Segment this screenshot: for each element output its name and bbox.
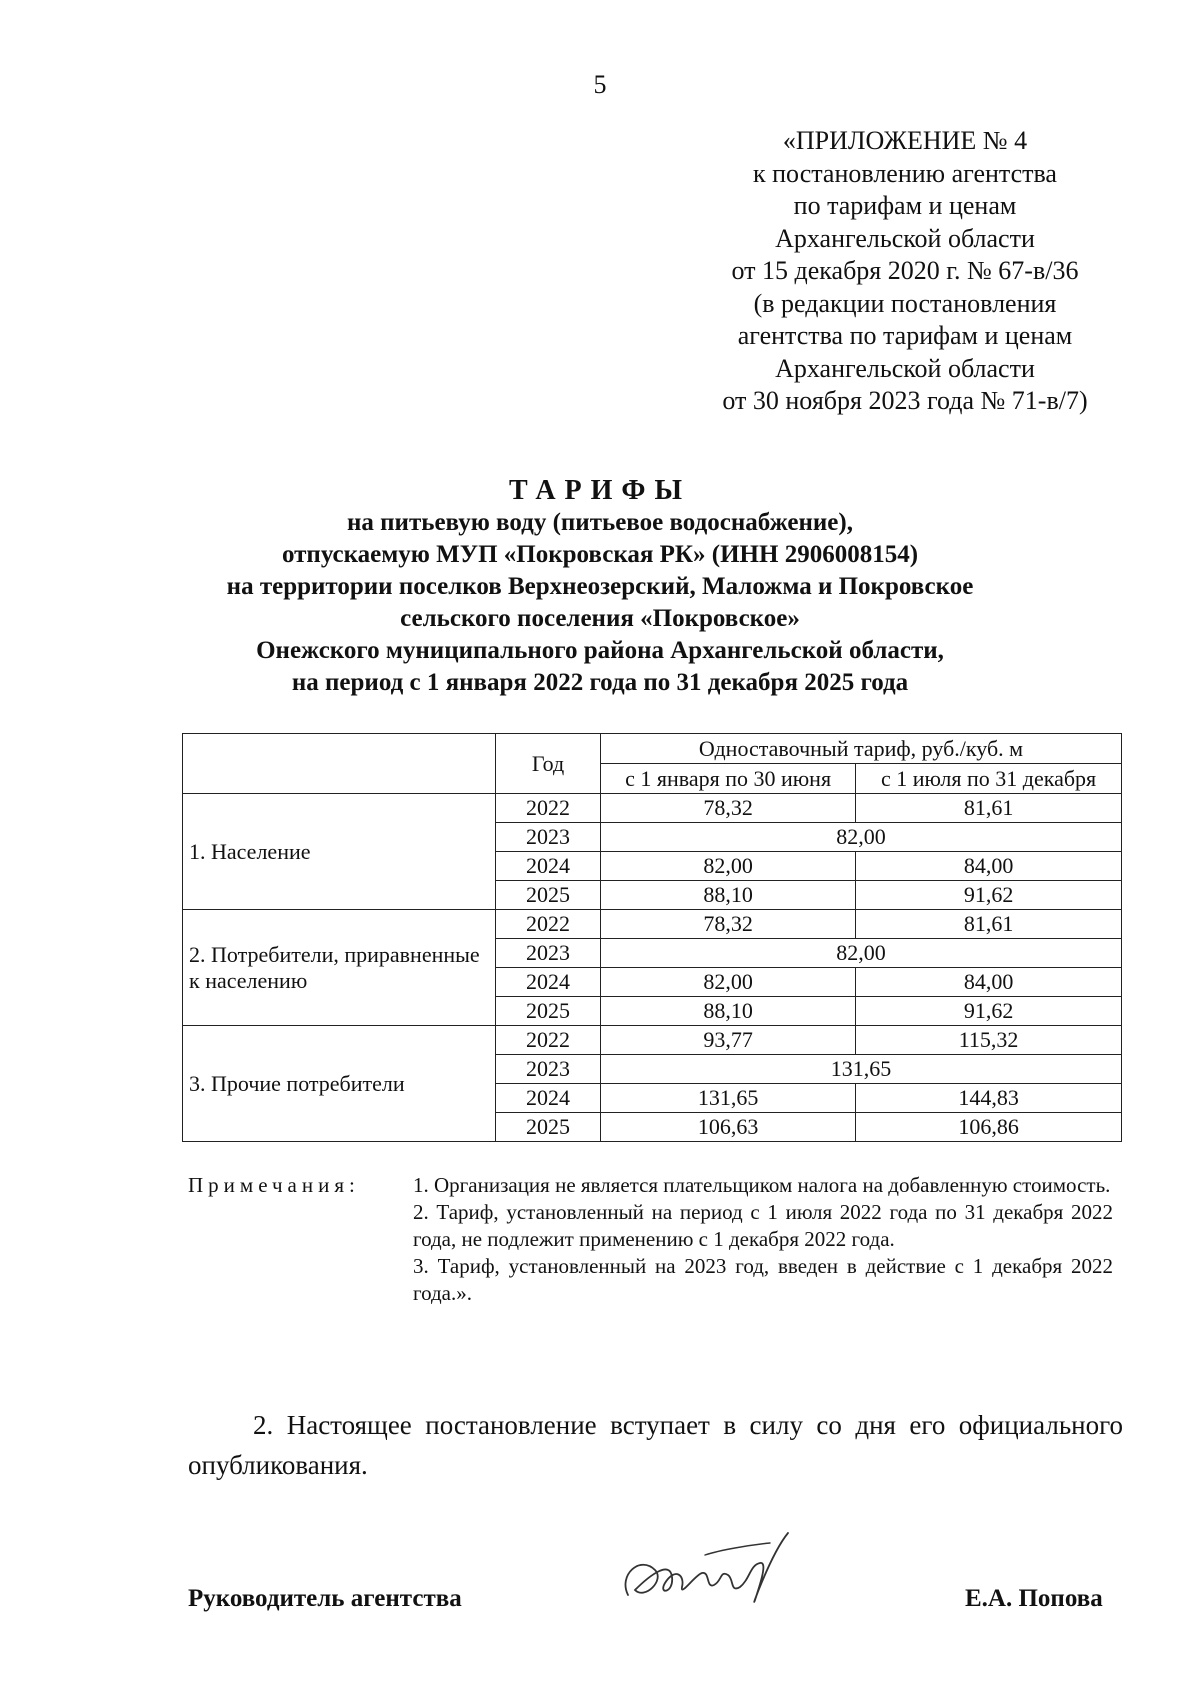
appendix-line: Архангельской области bbox=[775, 353, 1035, 383]
tariff-cell-first-half: 82,00 bbox=[601, 852, 856, 881]
category-cell: 1. Население bbox=[183, 794, 496, 910]
appendix-line: от 30 ноября 2023 года № 71-в/7) bbox=[722, 386, 1088, 415]
tariff-cell-first-half: 78,32 bbox=[601, 794, 856, 823]
appendix-line: по тарифам и ценам bbox=[793, 191, 1017, 220]
tariff-cell-full-year: 82,00 bbox=[601, 939, 1122, 968]
title-line: отпускаемую МУП «Покровская РК» (ИНН 2906008154) bbox=[281, 541, 919, 568]
table-row bbox=[183, 794, 1122, 823]
note-item: 2. Тариф, установленный на период с 1 июля 2022 года по 31 декабря 2022 года, не подлежит применению с 1 декабря 2022 года. bbox=[413, 1200, 1113, 1251]
tariff-cell-full-year: 131,65 bbox=[601, 1055, 1122, 1084]
table-row bbox=[183, 910, 1122, 939]
note-item: 1. Организация не является плательщиком налога на добавленную стоимость. bbox=[413, 1173, 1111, 1197]
year-cell: 2022 bbox=[496, 1026, 601, 1055]
tariff-cell-second-half: 115,32 bbox=[856, 1026, 1122, 1055]
signatory-title: Руководитель агентства bbox=[188, 1585, 462, 1612]
tariff-cell-first-half: 82,00 bbox=[601, 968, 856, 997]
title-line: на период с 1 января 2022 года по 31 декабря 2025 года bbox=[291, 669, 909, 696]
category-cell: 3. Прочие потребители bbox=[183, 1026, 496, 1142]
year-cell: 2024 bbox=[496, 852, 601, 881]
year-cell: 2023 bbox=[496, 823, 601, 852]
appendix-line: к постановлению агентства bbox=[753, 158, 1057, 188]
header-year: Год bbox=[496, 734, 601, 794]
tariff-cell-second-half: 106,86 bbox=[856, 1113, 1122, 1142]
signatory-name: Е.А. Попова bbox=[965, 1585, 1103, 1612]
tariff-cell-first-half: 106,63 bbox=[601, 1113, 856, 1142]
tariff-cell-second-half: 84,00 bbox=[856, 968, 1122, 997]
appendix-line: Архангельской области bbox=[775, 223, 1035, 253]
tariff-cell-second-half: 91,62 bbox=[856, 881, 1122, 910]
year-cell: 2025 bbox=[496, 1113, 601, 1142]
handwritten-signature bbox=[610, 1515, 810, 1625]
header-empty bbox=[183, 734, 496, 794]
tariff-cell-second-half: 81,61 bbox=[856, 910, 1122, 939]
year-cell: 2025 bbox=[496, 881, 601, 910]
tariff-cell-second-half: 84,00 bbox=[856, 852, 1122, 881]
notes-list bbox=[413, 1172, 1113, 1307]
table-row bbox=[183, 1026, 1122, 1055]
appendix-line: агентства по тарифам и ценам bbox=[737, 321, 1073, 350]
category-cell: 2. Потребители, приравненные к населению bbox=[183, 910, 496, 1026]
year-cell: 2024 bbox=[496, 1084, 601, 1113]
year-cell: 2022 bbox=[496, 794, 601, 823]
appendix-line: «ПРИЛОЖЕНИЕ № 4 bbox=[782, 126, 1028, 155]
tariff-cell-second-half: 91,62 bbox=[856, 997, 1122, 1026]
year-cell: 2024 bbox=[496, 968, 601, 997]
appendix-header bbox=[690, 125, 1120, 418]
header-period-2: с 1 июля по 31 декабря bbox=[856, 764, 1122, 794]
year-cell: 2022 bbox=[496, 910, 601, 939]
header-period-1: с 1 января по 30 июня bbox=[601, 764, 856, 794]
tariff-table bbox=[182, 733, 1122, 1142]
title-heading: ТАРИФЫ bbox=[509, 475, 691, 506]
title-line: на территории поселков Верхнеозерский, Маложма и Покровское bbox=[226, 573, 974, 600]
title-line: Онежского муниципального района Архангельской области, bbox=[256, 637, 944, 664]
tariff-cell-first-half: 93,77 bbox=[601, 1026, 856, 1055]
appendix-line: от 15 декабря 2020 г. № 67-в/36 bbox=[731, 256, 1079, 285]
table-body bbox=[183, 794, 1122, 1142]
tariff-cell-full-year: 82,00 bbox=[601, 823, 1122, 852]
tariff-cell-first-half: 88,10 bbox=[601, 881, 856, 910]
year-cell: 2025 bbox=[496, 997, 601, 1026]
title-line: на питьевую воду (питьевое водоснабжение), bbox=[347, 509, 853, 536]
year-cell: 2023 bbox=[496, 939, 601, 968]
appendix-line: (в редакции постановления bbox=[753, 288, 1057, 318]
page-number: 5 bbox=[593, 70, 607, 99]
tariff-cell-first-half: 88,10 bbox=[601, 997, 856, 1026]
tariff-cell-second-half: 144,83 bbox=[856, 1084, 1122, 1113]
document-title bbox=[150, 475, 1050, 699]
tariff-cell-first-half: 78,32 bbox=[601, 910, 856, 939]
header-tariff: Одноставочный тариф, руб./куб. м bbox=[601, 734, 1122, 764]
effective-date-paragraph: 2. Настоящее постановление вступает в силу со дня его официального опубликования. bbox=[188, 1410, 1123, 1480]
title-line: сельского поселения «Покровское» bbox=[400, 605, 800, 632]
year-cell: 2023 bbox=[496, 1055, 601, 1084]
notes-label: Примечания: bbox=[188, 1173, 360, 1197]
note-item: 3. Тариф, установленный на 2023 год, введен в действие с 1 декабря 2022 года.». bbox=[413, 1254, 1113, 1305]
tariff-cell-first-half: 131,65 bbox=[601, 1084, 856, 1113]
tariff-cell-second-half: 81,61 bbox=[856, 794, 1122, 823]
